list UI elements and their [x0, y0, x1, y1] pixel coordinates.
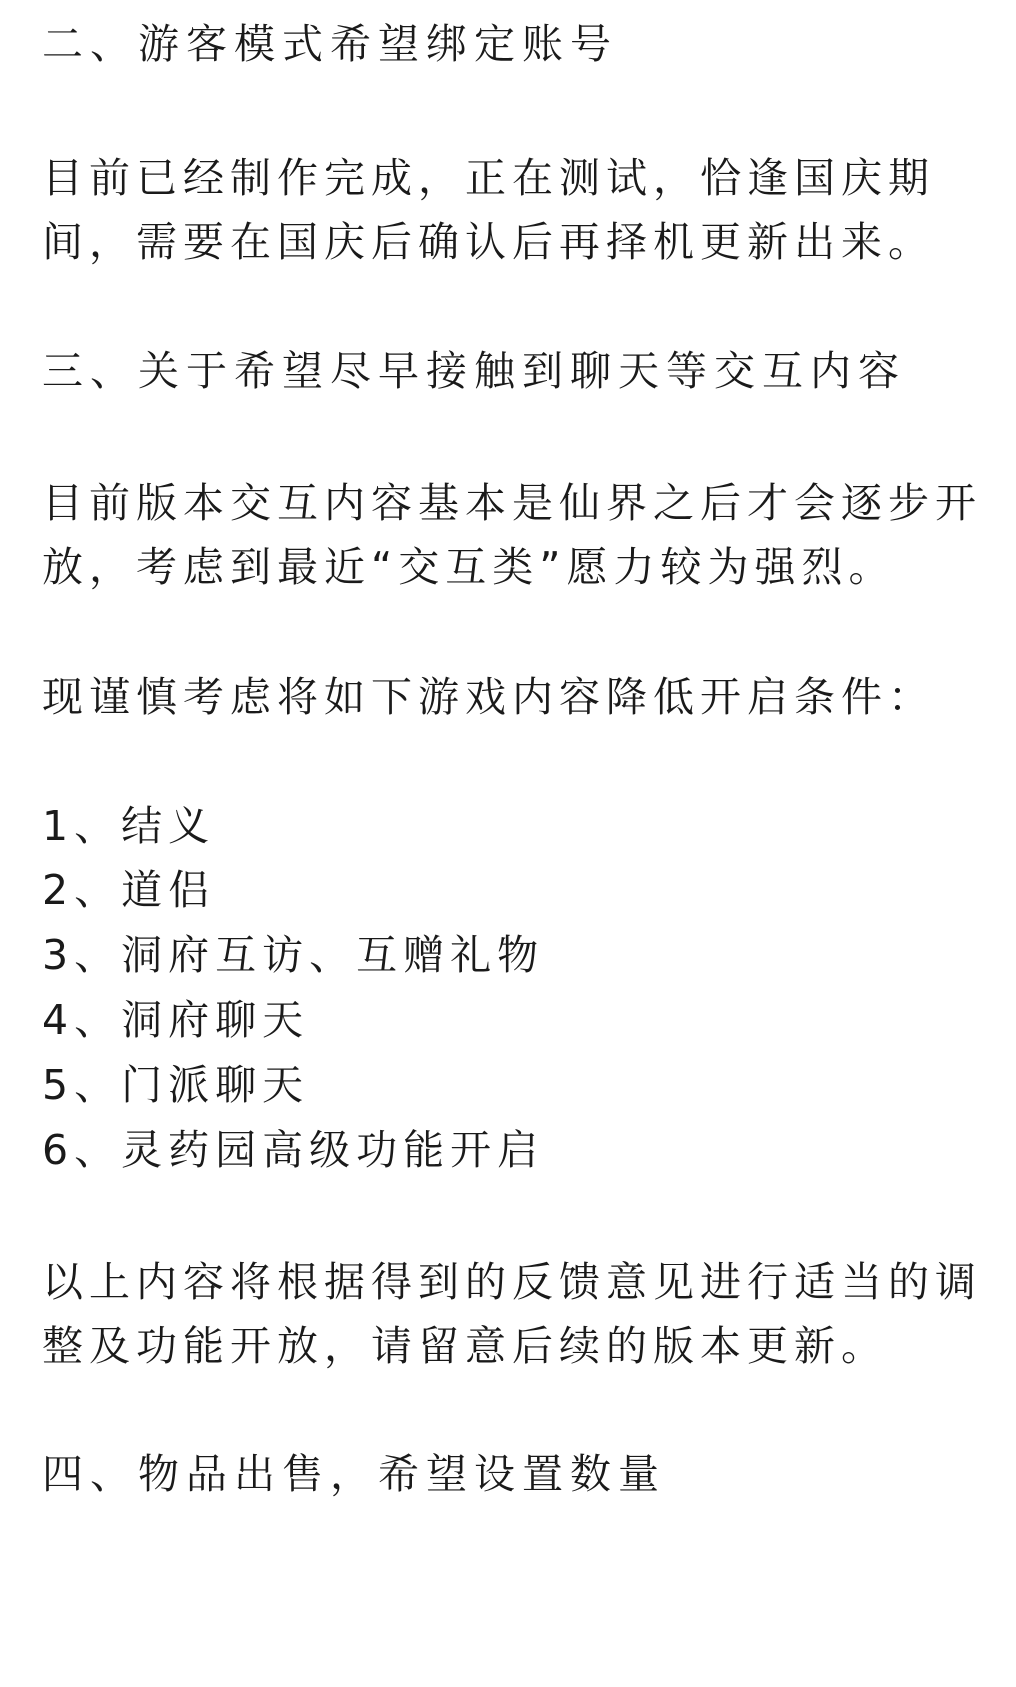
section-heading-4: 四、物品出售，希望设置数量 [42, 1450, 666, 1498]
paragraph-line: 目前已经制作完成，正在测试，恰逢国庆期 [42, 154, 935, 202]
paragraph-line: 整及功能开放，请留意后续的版本更新。 [42, 1322, 888, 1370]
section-heading-3: 三、关于希望尽早接触到聊天等交互内容 [42, 347, 906, 395]
paragraph-line: 放，考虑到最近“交互类”愿力较为强烈。 [42, 543, 896, 591]
list-item: 5、门派聊天 [42, 1061, 310, 1109]
paragraph-line: 间，需要在国庆后确认后再择机更新出来。 [42, 218, 935, 266]
list-intro: 现谨慎考虑将如下游戏内容降低开启条件： [42, 673, 935, 721]
list-item: 3、洞府互访、互赠礼物 [42, 931, 545, 979]
list-item: 1、结义 [42, 802, 216, 850]
list-item: 6、灵药园高级功能开启 [42, 1126, 545, 1174]
list-item: 2、道侣 [42, 866, 216, 914]
paragraph-line: 目前版本交互内容基本是仙界之后才会逐步开 [42, 479, 982, 527]
paragraph-line: 以上内容将根据得到的反馈意见进行适当的调 [42, 1258, 982, 1306]
list-item: 4、洞府聊天 [42, 996, 310, 1044]
section-heading-2: 二、游客模式希望绑定账号 [42, 20, 618, 68]
